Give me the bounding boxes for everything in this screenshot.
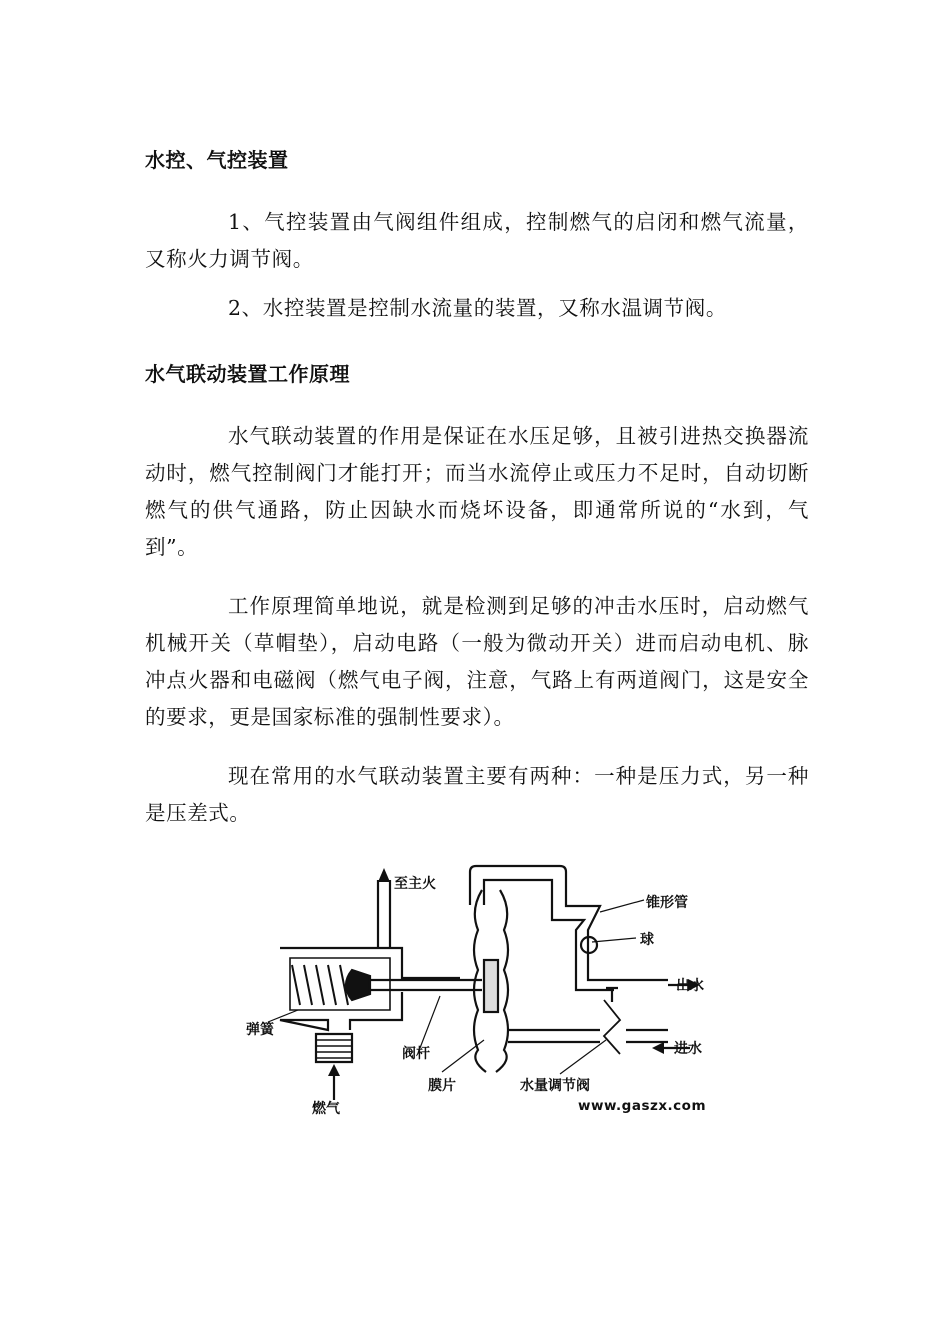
label-valve-stem: 阀杆	[402, 1046, 430, 1062]
paragraph-principle: 工作原理简单地说，就是检测到足够的冲击水压时，启动燃气机械开关（草帽垫），启动电路（一般为微动开关）进而启动电机、脉冲点火器和电磁阀（燃气电子阀，注意，气路上有两道阀门，这是安全的要求，更是国家标准的强制性要求）。	[145, 594, 809, 729]
label-gas: 燃气	[312, 1101, 340, 1117]
label-flow-valve: 水量调节阀	[520, 1078, 590, 1094]
section-heading-controls: 水控、气控装置	[145, 148, 289, 172]
label-ball: 球	[640, 932, 654, 948]
label-spring: 弹簧	[246, 1022, 274, 1038]
paragraph-gas-control: 1、气控装置由气阀组件组成，控制燃气的启闭和燃气流量，又称火力调节阀。	[145, 210, 809, 271]
label-water-in: 进水	[674, 1041, 702, 1057]
label-cone-tube: 锥形管	[646, 895, 688, 911]
diagram-lines	[268, 866, 700, 1100]
paragraph-purpose: 水气联动装置的作用是保证在水压足够，且被引进热交换器流动时，燃气控制阀门才能打开；而当水流停止或压力不足时，自动切断燃气的供气通路，防止因缺水而烧坏设备，即通常所说的“水到，气到”。	[145, 424, 809, 559]
paragraph-water-control: 2、水控装置是控制水流量的装置，又称水温调节阀。	[228, 296, 727, 320]
paragraph-types: 现在常用的水气联动装置主要有两种：一种是压力式，另一种是压差式。	[145, 764, 809, 825]
label-to-main-fire: 至主火	[394, 876, 436, 892]
section-heading-principle: 水气联动装置工作原理	[145, 362, 350, 386]
watermark: www.gaszx.com	[578, 1098, 707, 1114]
water-gas-linkage-diagram	[240, 862, 740, 1122]
label-diaphragm: 膜片	[428, 1078, 456, 1094]
label-water-out: 出水	[676, 978, 704, 994]
